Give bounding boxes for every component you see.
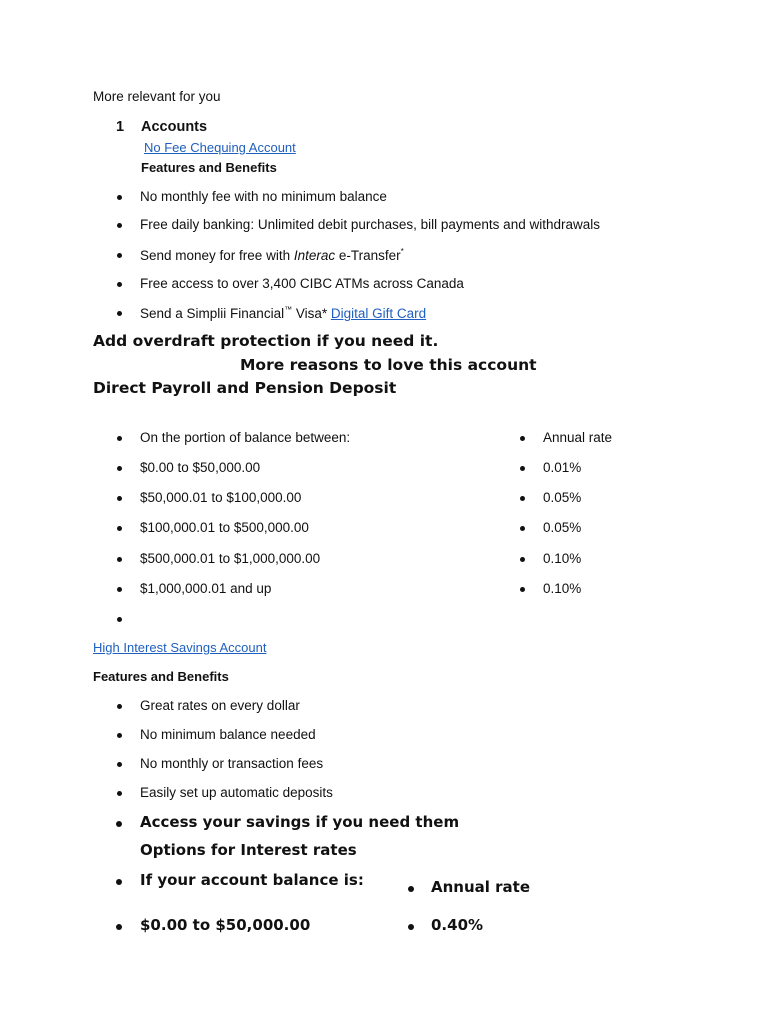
rate-value: 0.10%	[543, 581, 582, 596]
bullet-icon	[520, 587, 525, 592]
bullet-icon	[520, 526, 525, 531]
access-savings-heading: Access your savings if you need them	[140, 813, 460, 831]
rate-range: $1,000,000.01 and up	[140, 581, 272, 596]
section-title: Accounts	[141, 119, 208, 135]
bullet-icon	[117, 762, 122, 767]
rate-range: $100,000.01 to $500,000.00	[140, 520, 309, 535]
rate-range: $0.00 to $50,000.00	[140, 460, 261, 475]
bullet-icon	[117, 282, 122, 287]
rates-header-right: Annual rate	[543, 430, 613, 445]
bullet-icon	[408, 924, 414, 930]
section-number: 1	[116, 119, 125, 135]
rate-range: $500,000.01 to $1,000,000.00	[140, 551, 321, 566]
list-item: Free access to over 3,400 CIBC ATMs across Canada	[140, 276, 464, 291]
chequing-features-heading: Features and Benefits	[141, 160, 277, 175]
list-item: Great rates on every dollar	[140, 698, 300, 713]
more-reasons-heading: More reasons to love this account	[240, 356, 537, 374]
bullet-icon	[520, 436, 525, 441]
bullet-icon	[116, 924, 122, 930]
savings-account-link[interactable]: High Interest Savings Account	[93, 640, 267, 655]
bullet-icon	[117, 557, 122, 562]
balance-label: If your account balance is:	[140, 871, 364, 889]
bullet-icon	[520, 557, 525, 562]
bullet-icon	[117, 791, 122, 796]
rates-header-left: On the portion of balance between:	[140, 430, 351, 445]
annual-rate-label: Annual rate	[431, 878, 530, 896]
bullet-icon	[117, 587, 122, 592]
bullet-icon	[117, 617, 122, 622]
bullet-icon	[117, 223, 122, 228]
bullet-icon	[520, 466, 525, 471]
rate-range: $50,000.01 to $100,000.00	[140, 490, 302, 505]
rate-value: 0.01%	[543, 460, 582, 475]
chequing-account-link[interactable]: No Fee Chequing Account	[144, 140, 296, 155]
overdraft-heading: Add overdraft protection if you need it.	[93, 332, 439, 350]
intro-text: More relevant for you	[93, 89, 221, 104]
first-annual-rate: 0.40%	[431, 916, 484, 934]
bullet-icon	[117, 733, 122, 738]
bullet-icon	[117, 704, 122, 709]
bullet-icon	[117, 496, 122, 501]
rate-value: 0.05%	[543, 520, 582, 535]
list-item: No monthly or transaction fees	[140, 756, 324, 771]
rate-value: 0.10%	[543, 551, 582, 566]
list-item-gift-card: Send a Simplii Financial™ Visa* Digital Gift Card	[140, 305, 427, 321]
first-balance-range: $0.00 to $50,000.00	[140, 916, 311, 934]
bullet-icon	[116, 821, 122, 827]
list-item: No monthly fee with no minimum balance	[140, 189, 387, 204]
bullet-icon	[117, 466, 122, 471]
savings-features-heading: Features and Benefits	[93, 669, 229, 684]
list-item: Easily set up automatic deposits	[140, 785, 333, 800]
bullet-icon	[117, 436, 122, 441]
interest-options-heading: Options for Interest rates	[140, 841, 357, 859]
rate-value: 0.05%	[543, 490, 582, 505]
digital-gift-card-link[interactable]: Digital Gift Card	[330, 306, 427, 321]
list-item: No minimum balance needed	[140, 727, 316, 742]
list-item-interac: Send money for free with Interac e-Transfer*	[140, 247, 404, 263]
bullet-icon	[408, 886, 414, 892]
bullet-icon	[116, 879, 122, 885]
list-item: Free daily banking: Unlimited debit purchases, bill payments and withdrawals	[140, 217, 600, 232]
bullet-icon	[117, 253, 122, 258]
bullet-icon	[520, 496, 525, 501]
bullet-icon	[117, 526, 122, 531]
bullet-icon	[117, 195, 122, 200]
bullet-icon	[117, 311, 122, 316]
payroll-heading: Direct Payroll and Pension Deposit	[93, 379, 397, 397]
